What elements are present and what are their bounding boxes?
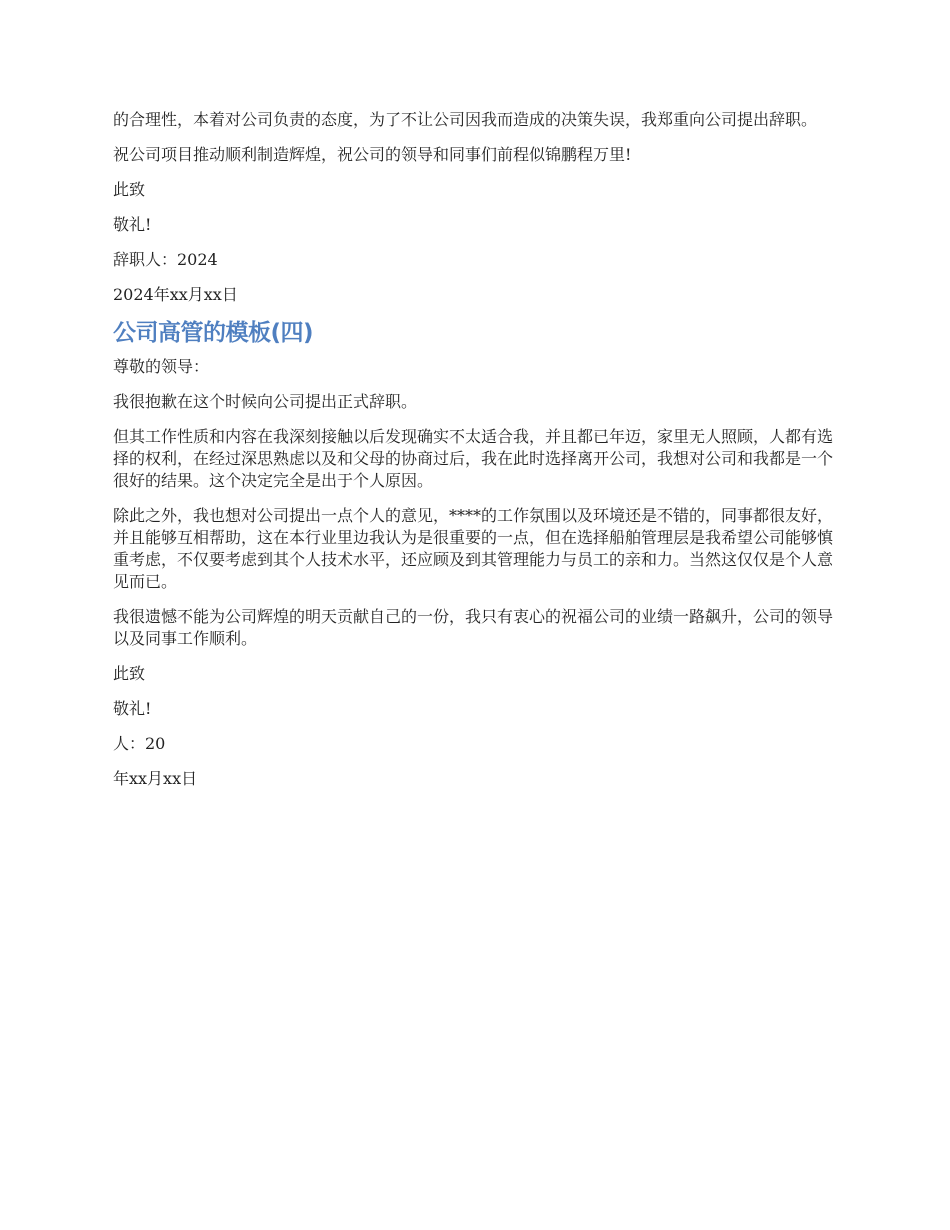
closing-cizhi: 此致 xyxy=(113,180,146,199)
paragraph-reason: 但其工作性质和内容在我深刻接触以后发现确实不太适合我，并且都已年迈，家里无人照顾，人都有选择的权利，在经过深思熟虑以及和父母的协商过后，我在此时选择离开公司，我想对公司和我都是一个很好的结果。这个决定完全是出于个人原因。 xyxy=(113,427,834,490)
closing-jingli: 敬礼! xyxy=(113,699,152,718)
signature-line: 人：20 xyxy=(113,734,166,753)
paragraph-wishes: 祝公司项目推动顺利制造辉煌，祝公司的领导和同事们前程似锦鹏程万里! xyxy=(113,145,632,164)
closing-jingli: 敬礼! xyxy=(113,215,152,234)
paragraph-reason-continued: 的合理性，本着对公司负责的态度，为了不让公司因我而造成的决策失误，我郑重向公司提出辞职。 xyxy=(113,110,818,129)
date-line: 2024年xx月xx日 xyxy=(113,285,238,304)
paragraph-regret: 我很遗憾不能为公司辉煌的明天贡献自己的一份，我只有衷心的祝福公司的业绩一路飙升，公司的领导以及同事工作顺利。 xyxy=(113,607,834,648)
closing-cizhi: 此致 xyxy=(113,664,146,683)
signature-line: 辞职人：2024 xyxy=(113,250,218,269)
paragraph-apology: 我很抱歉在这个时候向公司提出正式辞职。 xyxy=(113,392,418,411)
paragraph-suggestion: 除此之外，我也想对公司提出一点个人的意见，****的工作氛围以及环境还是不错的，同事都很友好，并且能够互相帮助，这在本行业里边我认为是很重要的一点，但在选择船舶管理层是我希望公司能够慎重考虑，不仅要考虑到其个人技术水平，还应顾及到其管理能力与员工的亲和力。当然这仅仅是个人意见而已。 xyxy=(113,506,834,591)
salutation: 尊敬的领导： xyxy=(113,357,210,376)
section-heading: 公司高管的模板(四) xyxy=(113,320,314,346)
date-line: 年xx月xx日 xyxy=(113,769,198,788)
document-page xyxy=(113,109,843,803)
